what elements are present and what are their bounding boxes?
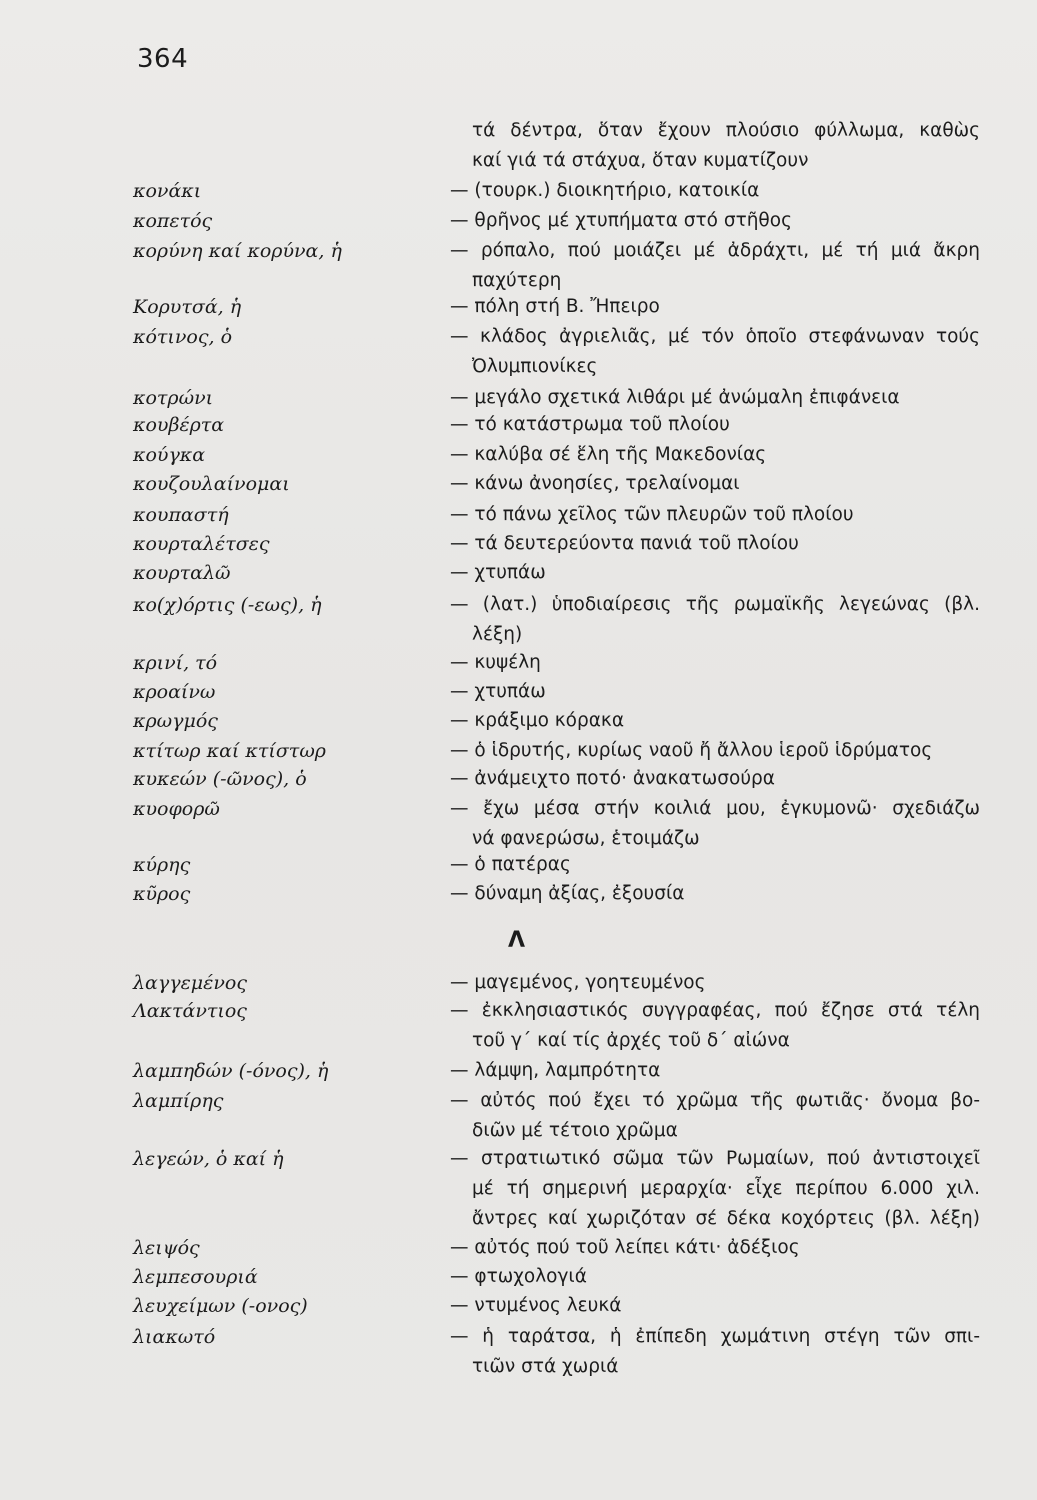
entry-definition: — ἡ ταράτσα, ἡ ἐπίπεδη χωμάτινη στέγη τῶν σπι- τιῶν στά χωριά [450, 1326, 980, 1377]
entry-definition: — ἐκκλησιαστικός συγγραφέας, πού ἔζησε στά τέλη τοῦ γ΄ καί τίς ἀρχές τοῦ δ΄ αἰώνα [450, 1000, 980, 1051]
entry-definition: — φτωχολογιά [450, 1266, 587, 1287]
entry-term: κροαίνω [133, 681, 216, 703]
entry-definition: — (λατ.) ὑποδιαίρεσις τῆς ρωμαϊκῆς λεγεώνας (βλ. λέξη) [450, 594, 980, 645]
entry-term: λαμπίρης [133, 1090, 224, 1112]
entry-definition: — ὁ ἱδρυτής, κυρίως ναοῦ ἤ ἄλλου ἱεροῦ ἱδρύματος [450, 740, 933, 761]
entry-term: κουρταλῶ [133, 562, 231, 584]
entry-term: κρινί, τό [133, 652, 218, 674]
entry-definition: — αὐτός πού ἔχει τό χρῶμα τῆς φωτιᾶς· ὄνομα βο- διῶν μέ τέτοιο χρῶμα [450, 1090, 980, 1141]
entry-definition: — μαγεμένος, γοητευμένος [450, 972, 706, 993]
entry-term: κῦρος [133, 883, 191, 905]
continuation-line: τά δέντρα, ὅταν ἔχουν πλούσιο φύλλωμα, καθὼς [472, 120, 980, 141]
entry-definition: — τό κατάστρωμα τοῦ πλοίου [450, 414, 730, 435]
entry-definition: — κράξιμο κόρακα [450, 710, 625, 731]
entry-definition: — κυψέλη [450, 652, 541, 673]
entry-term: κούγκα [133, 444, 206, 466]
entry-definition: — μεγάλο σχετικά λιθάρι μέ ἀνώμαλη ἐπιφάνεια [450, 387, 900, 408]
entry-term: κρωγμός [133, 710, 218, 732]
entry-term: κονάκι [133, 180, 202, 202]
entry-term: κουζουλαίνομαι [133, 473, 290, 495]
entry-term: κυκεών (-ῶνος), ὁ [133, 768, 307, 790]
entry-term: λευχείμων (-ονος) [133, 1295, 308, 1317]
entry-term: Λακτάντιος [133, 1000, 247, 1022]
entry-definition: — καλύβα σέ ἕλη τῆς Μακεδονίας [450, 444, 767, 465]
entry-term: κοπετός [133, 210, 213, 232]
entry-term: κο(χ)όρτις (-εως), ἡ [133, 594, 322, 616]
entry-term: λιακωτό [133, 1326, 216, 1348]
entry-definition: — ἀνάμειχτο ποτό· ἀνακατωσούρα [450, 768, 775, 789]
entry-definition: — θρῆνος μέ χτυπήματα στό στῆθος [450, 210, 792, 231]
entry-definition: — τά δευτερεύοντα πανιά τοῦ πλοίου [450, 533, 799, 554]
entry-term: κουβέρτα [133, 414, 225, 436]
continuation-text [450, 116, 980, 176]
entry-definition: — ντυμένος λευκά [450, 1295, 622, 1316]
entry-definition: — χτυπάω [450, 681, 546, 702]
entry-term: κορύνη καί κορύνα, ἡ [133, 240, 342, 262]
entry-definition: — δύναμη ἀξίας, ἐξουσία [450, 883, 685, 904]
entry-term: κουπαστή [133, 504, 229, 526]
entry-definition: — κάνω ἀνοησίες, τρελαίνομαι [450, 473, 740, 494]
entry-term: κοτρώνι [133, 387, 214, 409]
entry-definition: — (τουρκ.) διοικητήριο, κατοικία [450, 180, 760, 201]
entry-definition: — ἔχω μέσα στήν κοιλιά μου, ἐγκυμονῶ· σχεδιάζω νά φανερώσω, ἑτοιμάζω [450, 798, 980, 849]
entry-term: Κορυτσά, ἡ [133, 296, 242, 318]
entry-term: λαγγεμένος [133, 972, 247, 994]
entry-definition: — στρατιωτικό σῶμα τῶν Ρωμαίων, πού ἀντιστοιχεῖ μέ τή σημερινή μεραρχία· εἶχε περίπου 6.000 χιλ. ἄντρες καί χωριζόταν σέ δέκα κοχόρτεις (βλ. λέξη) [450, 1148, 980, 1229]
entry-definition: — ὁ πατέρας [450, 854, 571, 875]
entry-term: λεμπεσουριά [133, 1266, 258, 1288]
entry-term: κύρης [133, 854, 191, 876]
entry-definition: — τό πάνω χεῖλος τῶν πλευρῶν τοῦ πλοίου [450, 504, 854, 525]
entry-term: λειψός [133, 1237, 200, 1259]
entry-definition: — χτυπάω [450, 562, 546, 583]
entry-term: λαμπηδών (-όνος), ἡ [133, 1060, 329, 1082]
entry-term: κουρταλέτσες [133, 533, 270, 555]
entry-term: λεγεών, ὁ καί ἡ [133, 1148, 284, 1170]
entry-term: κότινος, ὁ [133, 326, 233, 348]
entry-term: κυοφορῶ [133, 798, 220, 820]
entry-definition: — λάμψη, λαμπρότητα [450, 1060, 661, 1081]
entry-definition: — πόλη στή Β. Ἤπειρο [450, 296, 660, 317]
entry-term: κτίτωρ καί κτίστωρ [133, 740, 326, 762]
page-number: 364 [137, 44, 189, 74]
entry-definition: — αὐτός πού τοῦ λείπει κάτι· ἀδέξιος [450, 1237, 800, 1258]
section-letter-heading: Λ [508, 928, 526, 953]
entry-definition: — κλάδος ἀγριελιᾶς, μέ τόν ὁποῖο στεφάνωναν τούς Ὀλυμπιονίκες [450, 326, 980, 377]
continuation-line: καί γιά τά στάχυα, ὅταν κυματίζουν [472, 150, 809, 171]
entry-definition: — ρόπαλο, πού μοιάζει μέ ἀδράχτι, μέ τή μιά ἄκρη παχύτερη [450, 240, 980, 291]
